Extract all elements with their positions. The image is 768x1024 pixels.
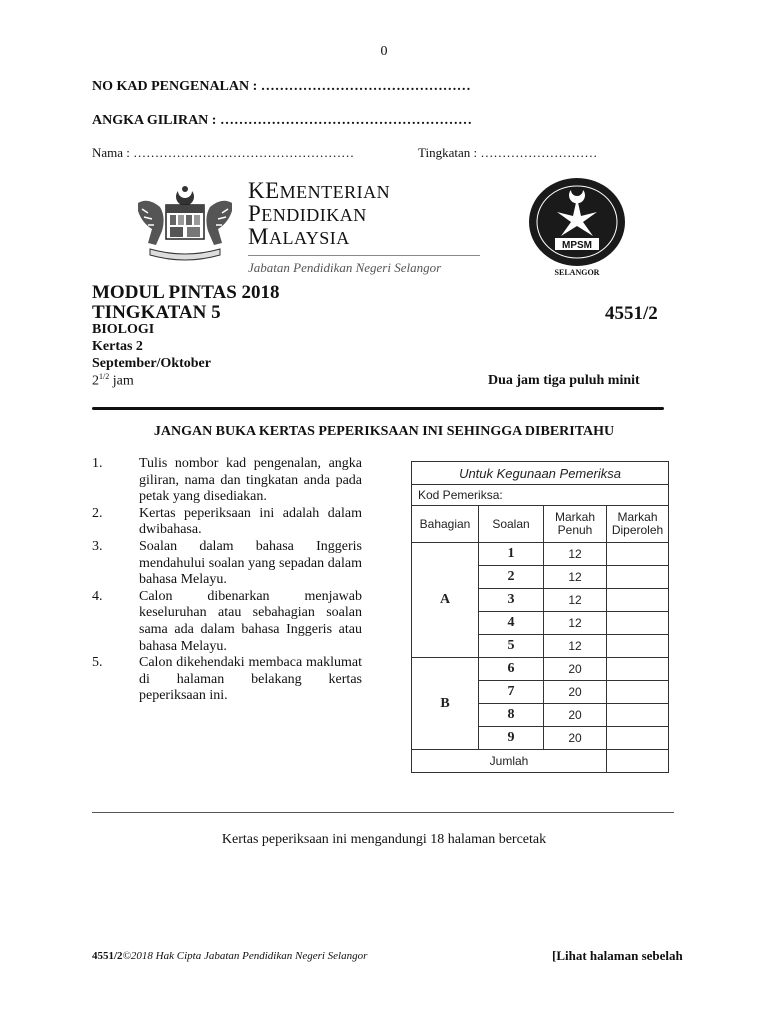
- section-a: A: [412, 543, 479, 658]
- examiner-table: [411, 461, 669, 773]
- question-number: 7: [479, 681, 544, 704]
- full-marks: 12: [544, 635, 607, 658]
- marks-obtained-cell[interactable]: [607, 658, 669, 681]
- full-marks: 12: [544, 612, 607, 635]
- question-number: 8: [479, 704, 544, 727]
- examiner-code-field[interactable]: Kod Pemeriksa:: [412, 485, 669, 506]
- total-label: Jumlah: [412, 750, 607, 773]
- instruction-item: 1. Tulis nombor kad pengenalan, angka giliran, nama dan tingkatan anda pada petak yang disediakan.: [92, 456, 362, 505]
- name-field[interactable]: Nama : ……………………………………………: [92, 145, 355, 160]
- question-number: 6: [479, 658, 544, 681]
- duration: $2^{1/2}$ jam: [92, 372, 134, 389]
- instruction-item: 4. Calon dibenarkan menjawab keseluruhan atau sebahagian soalan sama ada dalam bahasa Inggeris atau bahasa Melayu.: [92, 588, 362, 654]
- marks-obtained-cell[interactable]: [607, 589, 669, 612]
- header-full-marks: Markah Penuh: [544, 506, 607, 543]
- exam-title: MODUL PINTAS 2018: [92, 282, 280, 303]
- mpsm-logo-icon: [527, 176, 627, 280]
- question-number: 5: [479, 635, 544, 658]
- question-number: 3: [479, 589, 544, 612]
- marks-obtained-cell[interactable]: [607, 612, 669, 635]
- table-row: [412, 658, 669, 681]
- total-marks-cell[interactable]: [607, 750, 669, 773]
- instructions-list: [92, 456, 362, 705]
- exam-months: September/Oktober: [92, 356, 211, 371]
- marks-obtained-cell[interactable]: [607, 681, 669, 704]
- full-marks: 20: [544, 658, 607, 681]
- footer-next-page: [Lihat halaman sebelah: [552, 948, 683, 963]
- header-marks-obtained: Markah Diperoleh: [607, 506, 669, 543]
- page-count-note: Kertas peperiksaan ini mengandungi 18 halaman bercetak: [221, 832, 547, 847]
- full-marks: 20: [544, 727, 607, 750]
- instruction-item: 5. Calon dikehendaki membaca maklumat di halaman belakang kertas peperiksaan ini.: [92, 655, 362, 704]
- exam-form: TINGKATAN 5: [92, 302, 221, 323]
- instruction-item: 2. Kertas peperiksaan ini adalah dalam dwibahasa.: [92, 505, 362, 538]
- mpsm-badge-text: MPSM: [562, 240, 592, 251]
- divider: [92, 407, 664, 410]
- duration-words: Dua jam tiga puluh minit: [488, 373, 640, 388]
- question-number: 4: [479, 612, 544, 635]
- total-row: [412, 750, 669, 773]
- marks-obtained-cell[interactable]: [607, 704, 669, 727]
- warning-text: JANGAN BUKA KERTAS PEPERIKSAAN INI SEHINGGA DIBERITAHU: [153, 424, 615, 439]
- question-number: 1: [479, 543, 544, 566]
- section-b: B: [412, 658, 479, 750]
- question-number: 9: [479, 727, 544, 750]
- form-field[interactable]: Tingkatan : ………………………: [418, 145, 598, 160]
- full-marks: 12: [544, 566, 607, 589]
- full-marks: 20: [544, 681, 607, 704]
- page-number: 0: [380, 44, 388, 59]
- subject: BIOLOGI: [92, 322, 155, 337]
- question-number: 2: [479, 566, 544, 589]
- header-section: Bahagian: [412, 506, 479, 543]
- marks-obtained-cell[interactable]: [607, 566, 669, 589]
- malaysia-crest-icon: [128, 183, 243, 265]
- full-marks: 12: [544, 589, 607, 612]
- marks-obtained-cell[interactable]: [607, 543, 669, 566]
- instruction-item: 3. Soalan dalam bahasa Inggeris mendahului soalan yang sepadan dalam bahasa Melayu.: [92, 538, 362, 588]
- footer-copyright: 4551/2©2018 Hak Cipta Jabatan Pendidikan Negeri Selangor: [92, 950, 368, 962]
- selangor-caption: SELANGOR: [554, 268, 600, 277]
- divider: [92, 812, 674, 813]
- header-question: Soalan: [479, 506, 544, 543]
- marks-obtained-cell[interactable]: [607, 727, 669, 750]
- full-marks: 12: [544, 543, 607, 566]
- table-row: [412, 543, 669, 566]
- paper-code: 4551/2: [605, 303, 658, 324]
- full-marks: 20: [544, 704, 607, 727]
- department-name: Jabatan Pendidikan Negeri Selangor: [248, 260, 442, 275]
- examiner-table-title: Untuk Kegunaan Pemeriksa: [412, 462, 669, 485]
- ministry-logo-text: KEMENTERIAN PENDIDIKAN MALAYSIA Jabatan Pendidikan Negeri Selangor: [248, 180, 480, 276]
- ic-number-field[interactable]: NO KAD PENGENALAN : ………………………………………: [92, 79, 471, 94]
- exam-title-block: [92, 283, 280, 323]
- paper-number: Kertas 2: [92, 339, 143, 354]
- marks-obtained-cell[interactable]: [607, 635, 669, 658]
- index-number-field[interactable]: ANGKA GILIRAN : ………………………………………………: [92, 113, 472, 128]
